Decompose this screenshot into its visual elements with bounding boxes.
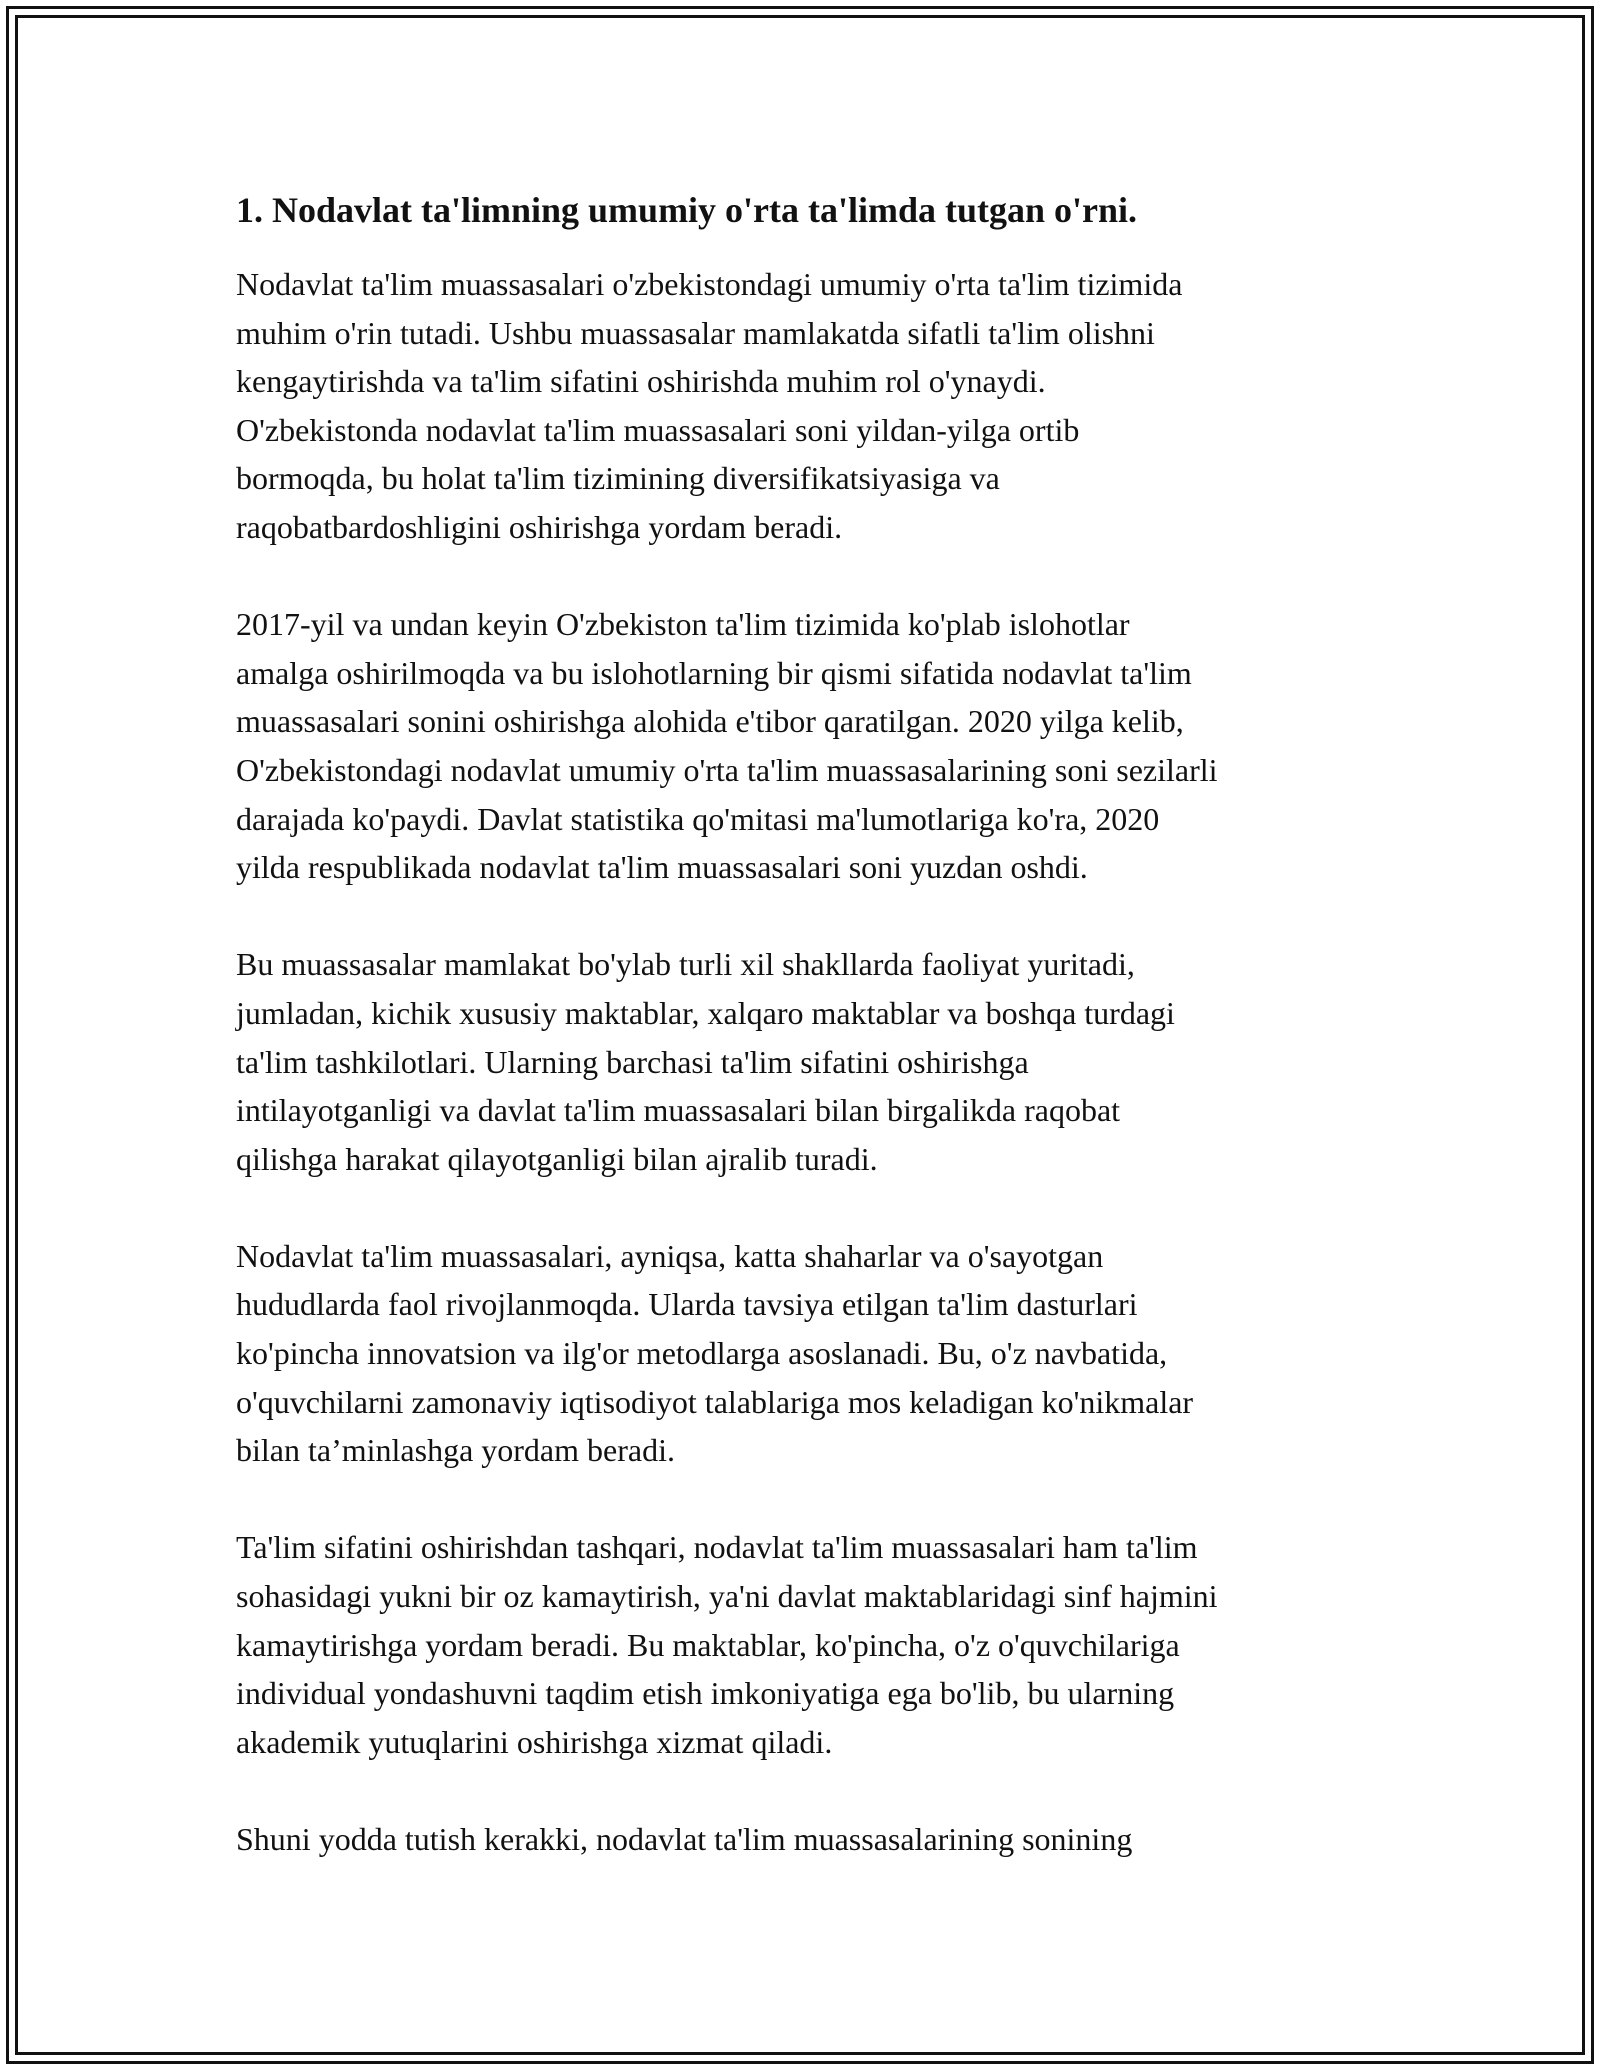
text-line: jumladan, kichik xususiy maktablar, xalqaro maktablar va boshqa turdagi [236, 994, 1175, 1031]
text-line: kamaytirishga yordam beradi. Bu maktablar, ko'pincha, o'z o'quvchilariga [236, 1626, 1180, 1663]
text-line: bormoqda, bu holat ta'lim tizimining diversifikatsiyasiga va [236, 460, 1000, 497]
paragraph-3 [236, 940, 1376, 1183]
text-line: ko'pincha innovatsion va ilg'or metodlarga asoslanadi. Bu, o'z navbatida, [236, 1335, 1168, 1372]
paragraph-1 [236, 260, 1376, 552]
paragraph-5 [236, 1523, 1376, 1766]
text-line: ta'lim tashkilotlari. Ularning barchasi ta'lim sifatini oshirishga [236, 1043, 1029, 1080]
paragraph-2 [236, 600, 1376, 892]
text-line: darajada ko'paydi. Davlat statistika qo'mitasi ma'lumotlariga ko'ra, 2020 [236, 800, 1160, 837]
text-line: o'quvchilarni zamonaviy iqtisodiyot talablariga mos keladigan ko'nikmalar [236, 1383, 1194, 1420]
text-line: yilda respublikada nodavlat ta'lim muassasalari soni yuzdan oshdi. [236, 849, 1088, 886]
text-line: individual yondashuvni taqdim etish imkoniyatiga ega bo'lib, bu ularning [236, 1675, 1175, 1712]
text-line: Ta'lim sifatini oshirishdan tashqari, nodavlat ta'lim muassasalari ham ta'lim [236, 1529, 1198, 1566]
text-line: Nodavlat ta'lim muassasalari o'zbekistondagi umumiy o'rta ta'lim tizimida [236, 266, 1183, 302]
paragraph-4 [236, 1232, 1376, 1475]
text-line: sohasidagi yukni bir oz kamaytirish, ya'ni davlat maktablaridagi sinf hajmini [236, 1578, 1218, 1615]
text-line: 2017-yil va undan keyin O'zbekiston ta'lim tizimida ko'plab islohotlar [236, 606, 1130, 643]
text-line: hududlarda faol rivojlanmoqda. Ularda tavsiya etilgan ta'lim dasturlari [236, 1286, 1138, 1323]
document-body [236, 188, 1376, 1912]
text-line: amalga oshirilmoqda va bu islohotlarning bir qismi sifatida nodavlat ta'lim [236, 654, 1192, 691]
section-heading: 1. Nodavlat ta'limning umumiy o'rta ta'limda tutgan o'rni. [236, 190, 1138, 230]
text-line: Bu muassasalar mamlakat bo'ylab turli xil shakllarda faoliyat yuritadi, [236, 946, 1135, 983]
text-line: muassasalari sonini oshirishga alohida e'tibor qaratilgan. 2020 yilga kelib, [236, 703, 1184, 740]
text-line: raqobatbardoshligini oshirishga yordam beradi. [236, 508, 843, 545]
text-line: bilan ta’minlashga yordam beradi. [236, 1432, 675, 1469]
paragraph-6 [236, 1815, 1376, 1864]
text-line: intilayotganligi va davlat ta'lim muassasalari bilan birgalikda raqobat [236, 1092, 1121, 1129]
text-line: O'zbekistondagi nodavlat umumiy o'rta ta'lim muassasalarining soni sezilarli [236, 751, 1218, 788]
text-line: O'zbekistonda nodavlat ta'lim muassasalari soni yildan-yilga ortib [236, 411, 1080, 448]
text-line: Shuni yodda tutish kerakki, nodavlat ta'lim muassasalarining sonining [236, 1821, 1133, 1857]
text-line: muhim o'rin tutadi. Ushbu muassasalar mamlakatda sifatli ta'lim olishni [236, 314, 1155, 351]
text-line: akademik yutuqlarini oshirishga xizmat qiladi. [236, 1723, 833, 1760]
text-line: kengaytirishda va ta'lim sifatini oshirishda muhim rol o'ynaydi. [236, 363, 1046, 400]
text-line: qilishga harakat qilayotganligi bilan ajralib turadi. [236, 1140, 878, 1177]
text-line: Nodavlat ta'lim muassasalari, ayniqsa, katta shaharlar va o'sayotgan [236, 1237, 1104, 1274]
